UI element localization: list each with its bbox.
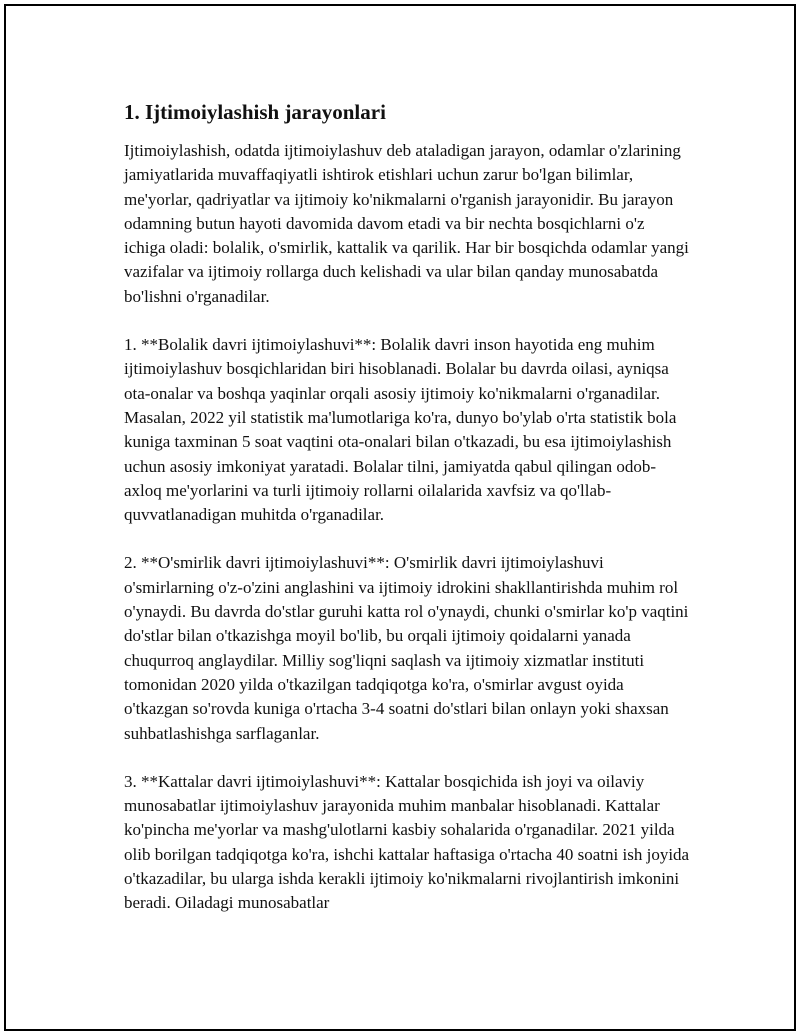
childhood-paragraph: 1. **Bolalik davri ijtimoiylashuvi**: Bolalik davri inson hayotida eng muhim ijtimoiylashuv bosqichlaridan biri hisoblanadi. Bolalar bu davrda oilasi, ayniqsa ota-onalar va boshqa yaqinlar orqali asosiy ijtimoiy ko'nikmalarni o'rganadilar. Masalan, 2022 yil statistik ma'lumotlariga ko'ra, dunyo bo'ylab o'rta statistik bola kuniga taxminan 5 soat vaqtini ota-onalari bilan o'tkazadi, bu esa ijtimoiylashish uchun asosiy imkoniyat yaratadi. Bolalar tilni, jamiyatda qabul qilingan odob-axloq me'yorlarini va turli ijtimoiy rollarni oilalarida xavfsiz va qo'llab-quvvatlanadigan muhitda o'rganadilar. bbox=[124, 335, 677, 525]
section-heading: 1. Ijtimoiylashish jarayonlari bbox=[124, 100, 386, 124]
adulthood-paragraph: 3. **Kattalar davri ijtimoiylashuvi**: Kattalar bosqichida ish joyi va oilaviy munosabatlar ijtimoiylashuv jarayonida muhim manbalar hisoblanadi. Kattalar ko'pincha me'yorlar va mashg'ulotlarni kasbiy sohalarida o'rganadilar. 2021 yilda olib borilgan tadqiqotga ko'ra, ishchi kattalar haftasiga o'rtacha 40 soatni ish joyida o'tkazadilar, bu ularga ishda kerakli ijtimoiy ko'nikmalarni rivojlantirish imkonini beradi. Oiladagi munosabatlar bbox=[124, 771, 690, 913]
page-frame bbox=[4, 4, 796, 1031]
adolescence-paragraph: 2. **O'smirlik davri ijtimoiylashuvi**: O'smirlik davri ijtimoiylashuvi o'smirlarning o'z-o'zini anglashini va ijtimoiy idrokini shakllantirishda muhim rol o'ynaydi. Bu davrda do'stlar guruhi katta rol o'ynaydi, chunki o'smirlar ko'p vaqtini do'stlar bilan o'tkazishga moyil bo'lib, bu orqali ijtimoiy qoidalarni yanada chuqurroq anglaydilar. Milliy sog'liqni saqlash va ijtimoiy xizmatlar instituti tomonidan 2020 yilda o'tkazilgan tadqiqotga ko'ra, o'smirlar avgust oyida o'tkazgan so'rovda kuniga o'rtacha 3-4 soatni do'stlari bilan onlayn yoki shaxsan suhbatlashishga sarflaganlar. bbox=[124, 553, 689, 743]
intro-paragraph: Ijtimoiylashish, odatda ijtimoiylashuv deb ataladigan jarayon, odamlar o'zlarining jamiyatlarida muvaffaqiyatli ishtirok etishlari uchun zarur bo'lgan bilimlar, me'yorlar, qadriyatlar va ijtimoiy ko'nikmalarni o'rganish jarayonidir. Bu jarayon odamning butun hayoti davomida davom etadi va bir nechta bosqichlarni o'z ichiga oladi: bolalik, o'smirlik, kattalik va qarilik. Har bir bosqichda odamlar yangi vazifalar va ijtimoiy rollarga duch kelishadi va ular bilan qanday munosabatda bo'lishni o'rganadilar. bbox=[124, 141, 689, 306]
document-body bbox=[124, 99, 690, 940]
